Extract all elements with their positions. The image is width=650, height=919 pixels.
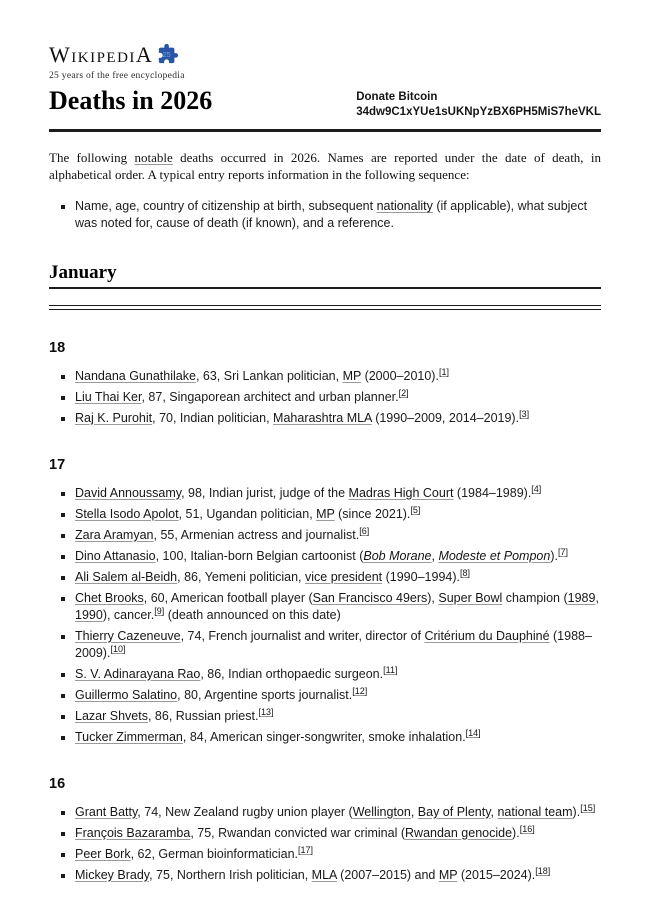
text-segment: , 60, American football player ( <box>143 590 313 605</box>
reference-link[interactable]: [17] <box>298 844 314 855</box>
death-entry <box>75 687 601 704</box>
page-title: Deaths in 2026 <box>49 86 213 115</box>
reference-link[interactable]: [15] <box>580 802 596 813</box>
reference-superscript <box>383 665 397 675</box>
wiki-link[interactable]: MP <box>438 867 458 882</box>
wiki-link[interactable]: Super Bowl <box>438 590 503 605</box>
header-divider <box>49 129 601 132</box>
wiki-link[interactable]: Tucker Zimmerman <box>75 729 183 744</box>
reference-superscript <box>466 728 481 738</box>
text-segment: deaths occurred in 2026. Names are reported under the date of death, in alphabetical order. A typical entry reports information in the following sequence: <box>49 149 602 183</box>
death-entry <box>75 569 601 586</box>
reference-link[interactable]: [10] <box>110 643 126 654</box>
reference-link[interactable]: [2] <box>398 387 409 398</box>
reference-link[interactable]: [14] <box>465 727 481 738</box>
reference-superscript <box>531 484 541 494</box>
text-segment: ), cancer. <box>102 607 155 622</box>
text-segment: The following <box>49 149 135 165</box>
reference-superscript <box>580 803 595 813</box>
site-logo <box>49 0 601 81</box>
death-entry <box>75 666 601 683</box>
wiki-link[interactable]: Modeste et Pompon <box>438 548 551 563</box>
text-segment: (1990–2009, 2014–2019). <box>371 410 520 425</box>
text-segment: , 98, Indian jurist, judge of the <box>181 485 349 500</box>
text-segment: , <box>595 590 599 605</box>
wiki-link[interactable]: Thierry Cazeneuve <box>75 628 181 643</box>
death-entry <box>75 846 601 863</box>
death-entries-list <box>49 804 601 884</box>
reference-link[interactable]: [13] <box>258 706 274 717</box>
reference-superscript <box>359 526 369 536</box>
death-entry <box>75 410 601 427</box>
site-tagline: 25 years of the free encyclopedia <box>49 71 185 81</box>
death-entry <box>75 867 601 884</box>
text-segment: (since 2021). <box>334 506 411 521</box>
death-entry <box>75 548 601 565</box>
wiki-link[interactable]: MP <box>342 368 362 383</box>
wiki-link[interactable]: notable <box>134 149 173 165</box>
day-heading: 16 <box>49 775 66 792</box>
text-segment: , 62, German bioinformatician. <box>130 846 299 861</box>
death-entry <box>75 368 601 385</box>
intro-bullet <box>75 198 601 232</box>
text-segment: , 86, Yemeni politician, <box>177 569 306 584</box>
wiki-link[interactable]: François Bazaramba <box>75 825 191 840</box>
wiki-link[interactable]: Chet Brooks <box>75 590 144 605</box>
text-segment: , 75, Rwandan convicted war criminal ( <box>190 825 406 840</box>
reference-link[interactable]: [8] <box>459 567 470 578</box>
death-entry <box>75 590 601 624</box>
day-heading: 17 <box>49 456 66 473</box>
reference-superscript <box>439 367 449 377</box>
intro-paragraph <box>49 149 601 183</box>
reference-superscript <box>298 845 313 855</box>
text-segment: , <box>431 548 439 563</box>
wiki-link[interactable]: Lazar Shvets <box>75 708 148 723</box>
wiki-link[interactable]: Critérium du Dauphiné <box>424 628 550 643</box>
wiki-link[interactable]: 1990 <box>75 607 103 622</box>
wiki-link[interactable]: Bob Morane <box>363 548 432 563</box>
text-segment: , 87, Singaporean architect and urban planner. <box>141 389 399 404</box>
reference-superscript <box>399 388 409 398</box>
reference-superscript <box>154 606 164 616</box>
wiki-link[interactable]: Peer Bork <box>75 846 131 861</box>
death-entries-list <box>49 368 601 427</box>
month-heading: January <box>49 262 601 289</box>
wiki-link[interactable]: San Francisco 49ers <box>312 590 428 605</box>
wiki-link[interactable]: Grant Batty <box>75 804 138 819</box>
reference-superscript <box>535 866 550 876</box>
death-entry <box>75 527 601 544</box>
wiki-link[interactable]: Raj K. Purohit <box>75 410 153 425</box>
text-segment: , 74, French journalist and writer, director of <box>180 628 425 643</box>
text-segment: , 75, Northern Irish politician, <box>149 867 312 882</box>
wiki-link[interactable]: David Annoussamy <box>75 485 182 500</box>
donate-label: Donate Bitcoin <box>356 91 438 103</box>
death-entry <box>75 825 601 842</box>
wiki-link[interactable]: national team <box>497 804 573 819</box>
reference-superscript <box>410 505 420 515</box>
day-sections <box>49 340 601 884</box>
text-segment: (death announced on this date) <box>164 607 341 622</box>
text-segment: , <box>410 804 418 819</box>
wiki-link[interactable]: Ali Salem al-Beidh <box>75 569 178 584</box>
reference-superscript <box>558 547 568 557</box>
title-row <box>49 87 601 120</box>
wiki-link[interactable]: Wellington <box>352 804 411 819</box>
text-segment: , 70, Indian politician, <box>152 410 274 425</box>
reference-link[interactable]: [12] <box>352 685 368 696</box>
reference-superscript <box>110 644 125 654</box>
wiki-link[interactable]: Liu Thai Ker <box>75 389 142 404</box>
death-entry <box>75 729 601 746</box>
text-segment: ). <box>572 804 581 819</box>
death-entry <box>75 485 601 502</box>
text-segment: , 86, Indian orthopaedic surgeon. <box>200 666 384 681</box>
reference-link[interactable]: [18] <box>535 865 551 876</box>
wiki-link[interactable]: Dino Attanasio <box>75 548 156 563</box>
reference-superscript <box>258 707 273 717</box>
death-entry <box>75 708 601 725</box>
wiki-link[interactable]: MP <box>316 506 335 521</box>
reference-superscript <box>520 824 535 834</box>
reference-link[interactable]: [4] <box>531 483 542 494</box>
wiki-link[interactable]: Bay of Plenty <box>417 804 491 819</box>
reference-link[interactable]: [7] <box>557 546 568 557</box>
reference-link[interactable]: [11] <box>383 664 398 675</box>
donate-block <box>356 87 601 120</box>
reference-link[interactable]: [6] <box>359 525 370 536</box>
reference-superscript <box>519 409 529 419</box>
reference-link[interactable]: [16] <box>519 823 535 834</box>
wiki-link[interactable]: Maharashtra MLA <box>273 410 372 425</box>
death-entries-list <box>49 485 601 746</box>
wiki-link[interactable]: Mickey Brady <box>75 867 150 882</box>
wiki-link[interactable]: S. V. Adinarayana Rao <box>75 666 201 681</box>
wiki-link[interactable]: vice president <box>305 569 383 584</box>
text-segment: , 74, New Zealand rugby union player ( <box>137 804 353 819</box>
text-segment: , 55, Armenian actress and journalist. <box>153 527 360 542</box>
text-segment: , <box>490 804 498 819</box>
text-segment: ), <box>427 590 439 605</box>
wiki-link[interactable]: Guillermo Salatino <box>75 687 178 702</box>
death-entry <box>75 804 601 821</box>
death-entry <box>75 389 601 406</box>
wiki-link[interactable]: Madras High Court <box>348 485 454 500</box>
text-segment: , 63, Sri Lankan politician, <box>195 368 343 383</box>
wiki-link[interactable]: 1989 <box>567 590 596 605</box>
wiki-link[interactable]: Nandana Gunathilake <box>75 368 196 383</box>
text-segment: Name, age, country of citizenship at birth, subsequent <box>75 199 377 214</box>
text-segment: , 86, Russian priest. <box>147 708 259 723</box>
day-heading: 18 <box>49 339 66 356</box>
wiki-link[interactable]: Rwandan genocide <box>405 825 513 840</box>
donate-bitcoin-address[interactable]: 34dw9C1xYUe1sUKNpYzBX6PH5MiS7heVKL <box>356 105 601 118</box>
text-segment: ). <box>550 548 558 563</box>
reference-link[interactable]: [9] <box>154 605 165 616</box>
wiki-link[interactable]: MLA <box>311 867 337 882</box>
text-segment: (2015–2024). <box>457 867 536 882</box>
wiki-link[interactable]: Zara Aramyan <box>75 527 154 542</box>
puzzle-25-mark: 25 <box>162 49 172 59</box>
text-segment: , 84, American singer-songwriter, smoke inhalation. <box>182 729 466 744</box>
reference-link[interactable]: [5] <box>410 504 421 515</box>
puzzle-piece-icon <box>157 43 179 65</box>
text-segment: ). <box>512 825 520 840</box>
text-segment: , 100, Italian-born Belgian cartoonist ( <box>155 548 364 563</box>
text-segment: , 80, Argentine sports journalist. <box>177 687 353 702</box>
reference-superscript <box>352 686 367 696</box>
wiki-link[interactable]: Stella Isodo Apolot <box>75 506 179 521</box>
text-segment: , 51, Ugandan politician, <box>178 506 317 521</box>
intro-bullet-list <box>49 198 601 232</box>
death-entry <box>75 506 601 523</box>
wikipedia-wordmark[interactable]: WikipediA <box>49 42 154 67</box>
text-segment: (2000–2010). <box>361 368 439 383</box>
reference-link[interactable]: [1] <box>438 366 449 377</box>
reference-superscript <box>460 568 470 578</box>
text-segment: (1984–1989). <box>453 485 532 500</box>
death-entry <box>75 628 601 662</box>
text-segment: (1988–2009). <box>75 628 592 660</box>
text-segment: (1990–1994). <box>382 569 460 584</box>
wiki-link[interactable]: nationality <box>376 199 433 214</box>
reference-link[interactable]: [3] <box>519 408 530 419</box>
text-segment: (if applicable), what subject was noted for, cause of death (if known), and a reference. <box>75 199 588 231</box>
month-heading-rule <box>49 305 601 310</box>
text-segment: (2007–2015) and <box>336 867 439 882</box>
text-segment: champion ( <box>502 590 568 605</box>
